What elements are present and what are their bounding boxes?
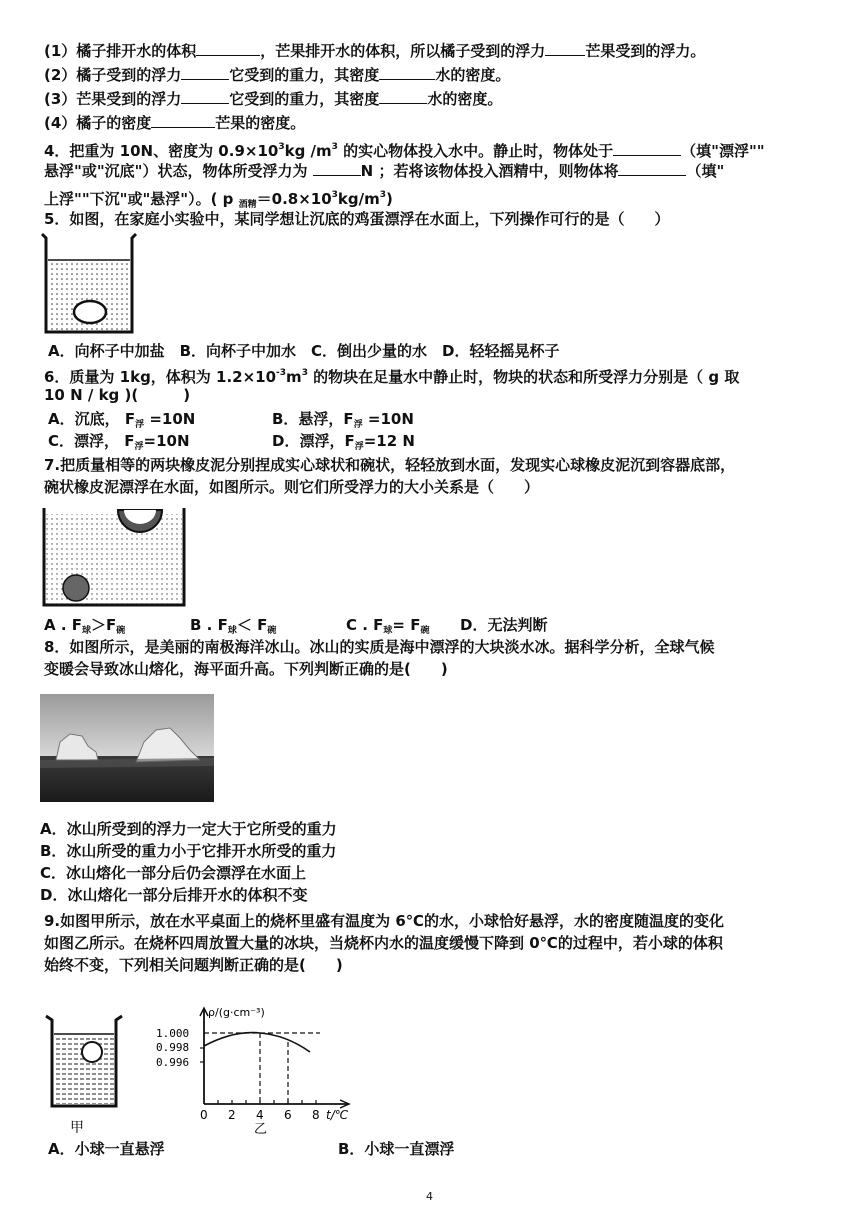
superscript: 3 bbox=[278, 142, 285, 152]
line-3 bbox=[44, 88, 502, 110]
subscript: 碗 bbox=[267, 626, 277, 636]
text: ，芒果排开水的体积，所以橘子受到的浮力 bbox=[260, 42, 546, 60]
q8-line-2: 变暖会导致冰山熔化，海平面升高。下列判断正确的是( ) bbox=[44, 660, 448, 678]
text: A . F bbox=[44, 616, 82, 634]
label-jia: 甲 bbox=[70, 1120, 84, 1136]
text: ＜ F bbox=[236, 616, 268, 634]
subscript: 浮 bbox=[354, 442, 364, 452]
q7-line-1: 7.把质量相等的两块橡皮泥分别捏成实心球状和碗状，轻轻放到水面，发现实心球橡皮泥沉到容器底部， bbox=[44, 456, 736, 474]
q9-option-b[interactable]: B．小球一直漂浮 bbox=[338, 1140, 455, 1158]
q8-option-d[interactable]: D．冰山熔化一部分后排开水的体积不变 bbox=[40, 886, 308, 904]
text: 它受到的重力，其密度 bbox=[229, 90, 380, 108]
text: B . F bbox=[190, 616, 228, 634]
q5-options: A．向杯子中加盐 B．向杯子中加水 C．倒出少量的水 D．轻轻摇晃杯子 bbox=[48, 342, 560, 360]
text: =10N bbox=[362, 410, 414, 428]
text: D．漂浮，F bbox=[272, 432, 355, 450]
text: C．漂浮， F bbox=[48, 432, 135, 450]
text: 水的密度。 bbox=[435, 66, 511, 84]
text: A．沉底， F bbox=[48, 410, 136, 428]
text: ＝0.8×10 bbox=[256, 190, 332, 208]
superscript: 3 bbox=[331, 142, 338, 152]
answer-blank[interactable] bbox=[545, 41, 585, 56]
q4-line-2 bbox=[44, 160, 724, 182]
answer-blank[interactable] bbox=[181, 65, 229, 80]
q8-option-a[interactable]: A．冰山所受到的浮力一定大于它所受的重力 bbox=[40, 820, 337, 838]
answer-blank[interactable] bbox=[181, 89, 229, 104]
xtick-8: 8 bbox=[312, 1108, 320, 1122]
text: 芒果受到的浮力。 bbox=[585, 42, 706, 60]
subscript: 浮 bbox=[135, 420, 145, 430]
superscript: 3 bbox=[379, 190, 387, 200]
text: ) bbox=[386, 190, 393, 208]
q7-line-2: 碗状橡皮泥漂浮在水面，如图所示。则它们所受浮力的大小关系是（ ） bbox=[44, 478, 540, 496]
text: =10N bbox=[143, 432, 190, 450]
ytick-1000: 1.000 bbox=[156, 1027, 190, 1040]
q9-option-a[interactable]: A．小球一直悬浮 bbox=[48, 1140, 165, 1158]
text: 6．质量为 1kg，体积为 1.2×10 bbox=[44, 368, 277, 386]
subscript: 浮 bbox=[353, 420, 363, 430]
text: 的物块在足量水中静止时，物块的状态和所受浮力分别是（ g 取 bbox=[307, 368, 740, 386]
superscript: 3 bbox=[301, 368, 308, 378]
text: = F bbox=[392, 616, 421, 634]
text: (4）橘子的密度 bbox=[44, 114, 152, 132]
q8-option-c[interactable]: C．冰山熔化一部分后仍会漂浮在水面上 bbox=[40, 864, 307, 882]
superscript: 3 bbox=[331, 190, 338, 200]
answer-blank[interactable] bbox=[379, 65, 435, 80]
text: (2）橘子受到的浮力 bbox=[44, 66, 182, 84]
page-number: 4 bbox=[426, 1190, 433, 1203]
xtick-2: 2 bbox=[228, 1108, 236, 1122]
x-axis-label: t/℃ bbox=[326, 1108, 349, 1122]
q5-stem: 5．如图，在家庭小实验中，某同学想让沉底的鸡蛋漂浮在水面上，下列操作可行的是（ ） bbox=[44, 210, 670, 228]
ytick-0998: 0.998 bbox=[156, 1041, 190, 1054]
subscript: 酒精 bbox=[238, 200, 257, 210]
q9-line-2: 如图乙所示。在烧杯四周放置大量的冰块，当烧杯内水的温度缓慢下降到 0℃的过程中，若小球的体积 bbox=[44, 934, 723, 952]
xtick-6: 6 bbox=[284, 1108, 292, 1122]
subscript: 球 bbox=[227, 626, 237, 636]
egg bbox=[74, 301, 106, 323]
q4-line-1 bbox=[44, 136, 765, 162]
text: 的实心物体投入水中。静止时，物体处于 bbox=[337, 142, 614, 160]
q8-option-b[interactable]: B．冰山所受的重力小于它排开水所受的重力 bbox=[40, 842, 337, 860]
text: （填"漂浮"" bbox=[681, 142, 765, 160]
line-2 bbox=[44, 64, 510, 86]
q9-line-3: 始终不变，下列相关问题判断正确的是( ) bbox=[44, 956, 343, 974]
q6-line-2: 10 N / kg )( ) bbox=[44, 386, 191, 404]
beaker-ball-figure bbox=[44, 1012, 128, 1138]
text: 上浮""下沉"或"悬浮"）。( p bbox=[44, 190, 239, 208]
text: kg /m bbox=[284, 142, 332, 160]
text: ＞F bbox=[91, 616, 117, 634]
iceberg-photo bbox=[40, 694, 214, 802]
text: =10N bbox=[144, 410, 196, 428]
text: m bbox=[286, 368, 302, 386]
text: N ；若将该物体投入酒精中，则物体将 bbox=[360, 162, 619, 180]
text: =12 N bbox=[363, 432, 415, 450]
xtick-0: 0 bbox=[200, 1108, 208, 1122]
q7-option-d[interactable]: D．无法判断 bbox=[460, 616, 548, 634]
text: kg/m bbox=[337, 190, 380, 208]
xtick-4: 4 bbox=[256, 1108, 264, 1122]
line-4 bbox=[44, 112, 305, 134]
answer-blank[interactable] bbox=[618, 161, 686, 176]
q8-line-1: 8．如图所示，是美丽的南极海洋冰山。冰山的实质是海中漂浮的大块淡水冰。据科学分析，全球气候 bbox=[44, 638, 715, 656]
answer-blank[interactable] bbox=[313, 161, 361, 176]
text: (3）芒果受到的浮力 bbox=[44, 90, 182, 108]
superscript: -3 bbox=[276, 368, 287, 378]
text: 水的密度。 bbox=[427, 90, 503, 108]
text: 悬浮"或"沉底"）状态，物体所受浮力为 bbox=[44, 162, 313, 180]
answer-blank[interactable] bbox=[613, 141, 681, 156]
subscript: 球 bbox=[82, 626, 92, 636]
answer-blank[interactable] bbox=[151, 113, 215, 128]
y-axis-label: ρ/(g·cm⁻³) bbox=[208, 1006, 265, 1019]
label-yi: 乙 bbox=[254, 1122, 268, 1136]
subscript: 球 bbox=[383, 626, 393, 636]
text: （填" bbox=[686, 162, 725, 180]
density-temperature-graph bbox=[150, 1004, 360, 1136]
clay-ball-bowl-figure bbox=[40, 502, 188, 608]
ball bbox=[82, 1042, 102, 1062]
text: 芒果的密度。 bbox=[215, 114, 306, 132]
line-1 bbox=[44, 40, 705, 62]
beaker-egg-figure bbox=[40, 232, 140, 336]
answer-blank[interactable] bbox=[196, 41, 260, 56]
subscript: 碗 bbox=[116, 626, 126, 636]
ytick-0996: 0.996 bbox=[156, 1056, 190, 1069]
text: 它受到的重力，其密度 bbox=[229, 66, 380, 84]
text: C . F bbox=[346, 616, 384, 634]
answer-blank[interactable] bbox=[379, 89, 427, 104]
text: (1）橘子排开水的体积 bbox=[44, 42, 197, 60]
text: B．悬浮，F bbox=[272, 410, 354, 428]
subscript: 浮 bbox=[134, 442, 144, 452]
text: 4．把重为 10N、密度为 0.9×10 bbox=[44, 142, 279, 160]
clay-ball bbox=[63, 575, 89, 601]
subscript: 碗 bbox=[420, 626, 430, 636]
q9-line-1: 9.如图甲所示，放在水平桌面上的烧杯里盛有温度为 6℃的水，小球恰好悬浮，水的密度随温度的变化 bbox=[44, 912, 724, 930]
density-curve bbox=[204, 1033, 310, 1052]
